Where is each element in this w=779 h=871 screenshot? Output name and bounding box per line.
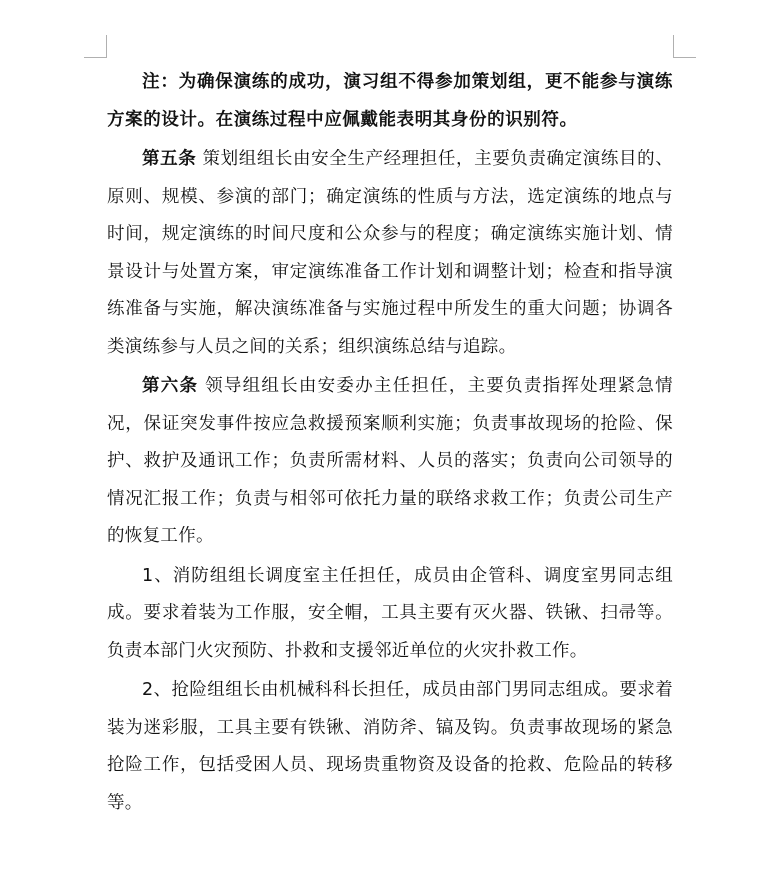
article-5-text: 策划组组长由安全生产经理担任，主要负责确定演练目的、原则、规模、参演的部门；确定演练的性质与方法，选定演练的地点与时间，规定演练的时间尺度和公众参与的程度；确定演练实施计划、情景设计与处置方案，审定演练准备工作计划和调整计划；检查和指导演练准备与实施，解决演练准备与实施过程中所发生的重大问题；协调各类演练参与人员之间的关系；组织演练总结与追踪。 bbox=[107, 149, 673, 357]
article-5-paragraph bbox=[107, 141, 673, 366]
list-item-2: 2、抢险组组长由机械科科长担任，成员由部门男同志组成。要求着装为迷彩服，工具主要有铁锹、消防斧、镐及钩。负责事故现场的紧急抢险工作，包括受困人员、现场贵重物资及设备的抢救、危险品的转移等。 bbox=[107, 680, 673, 813]
note-paragraph: 注：为确保演练的成功，演习组不得参加策划组，更不能参与演练方案的设计。在演练过程中应佩戴能表明其身份的识别符。 bbox=[107, 72, 673, 130]
article-6-text: 领导组组长由安委办主任担任，主要负责指挥处理紧急情况，保证突发事件按应急救援预案顺利实施；负责事故现场的抢险、保护、救护及通讯工作；负责所需材料、人员的落实；负责向公司领导的情况汇报工作；负责与相邻可依托力量的联络求救工作；负责公司生产的恢复工作。 bbox=[107, 376, 673, 546]
page-corner-mark-top-left bbox=[84, 35, 107, 58]
article-6-label: 第六条 bbox=[142, 376, 199, 396]
page-corner-mark-top-right bbox=[673, 35, 696, 58]
article-6-paragraph bbox=[107, 368, 673, 556]
article-5-label: 第五条 bbox=[142, 149, 197, 169]
list-item-1: 1、消防组组长调度室主任担任，成员由企管科、调度室男同志组成。要求着装为工作服，安全帽，工具主要有灭火器、铁锹、扫帚等。负责本部门火灾预防、扑救和支援邻近单位的火灾扑救工作。 bbox=[107, 565, 673, 661]
document-page-body bbox=[107, 64, 673, 822]
